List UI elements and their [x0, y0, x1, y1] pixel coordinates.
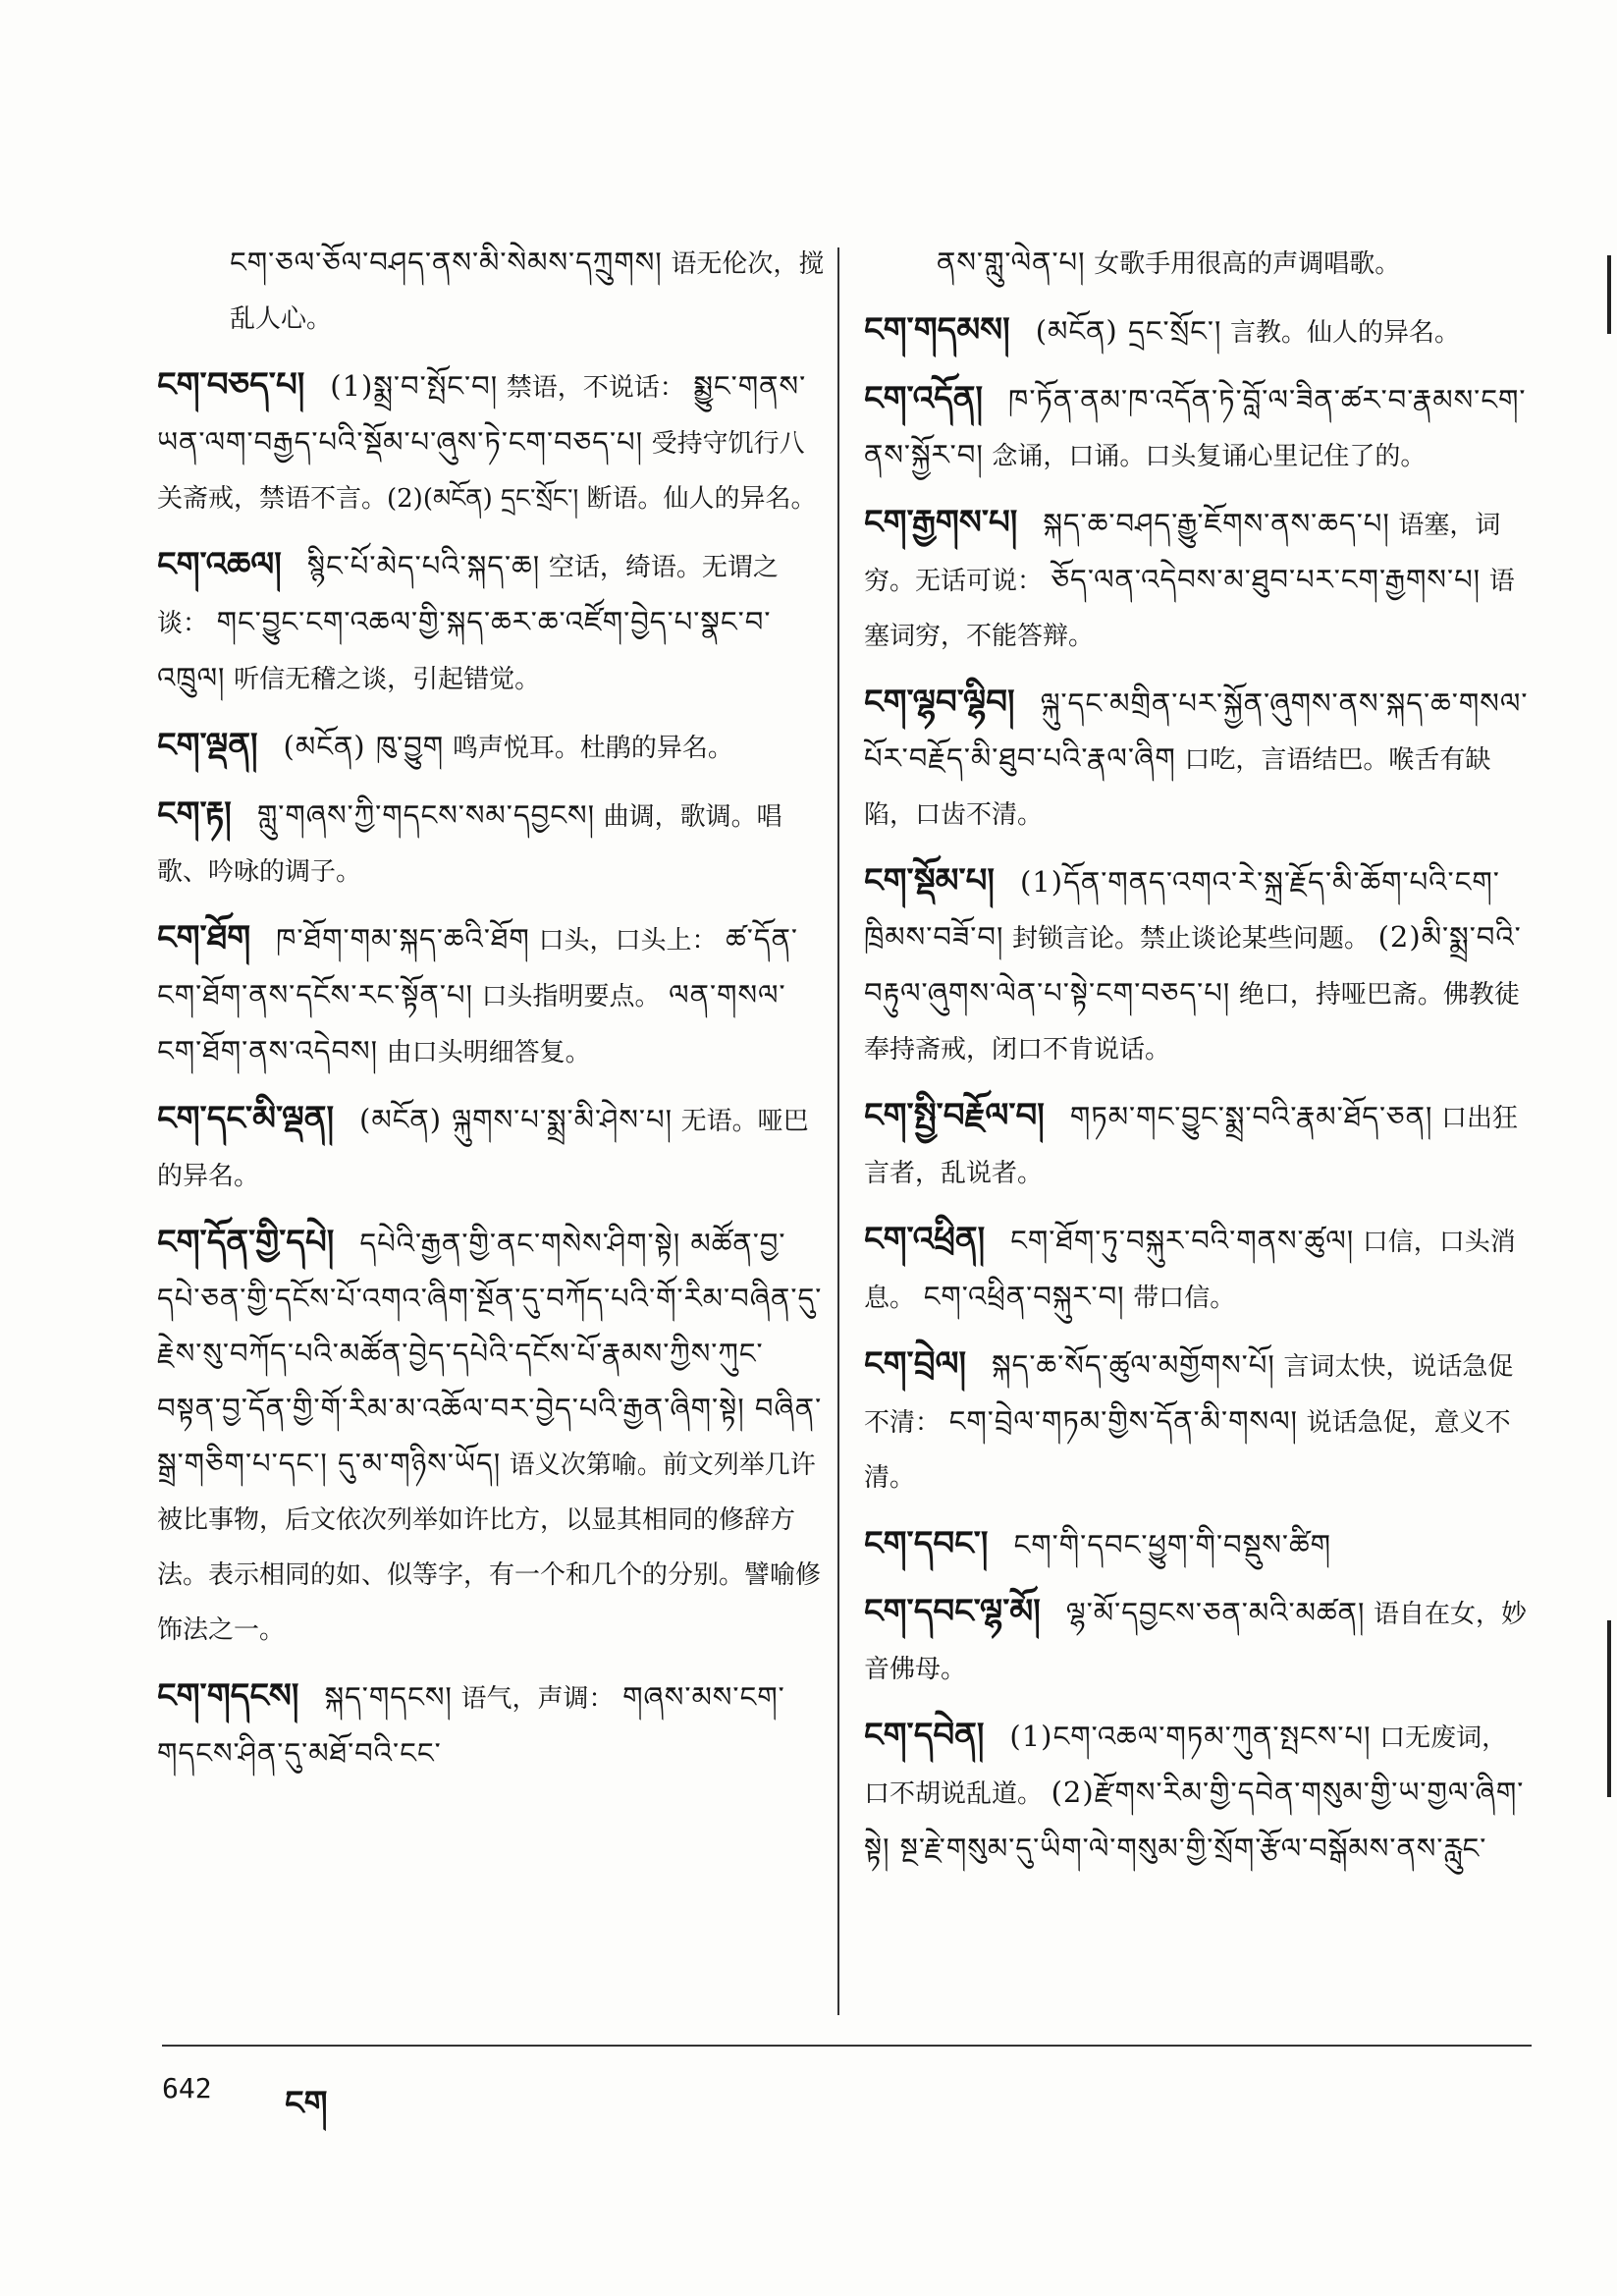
entry-chinese-definition: 言教。仙人的异名。: [1230, 318, 1461, 348]
entry-chinese-definition: 语塞，词穷。无话可说：: [864, 511, 1501, 596]
entry-headword: ངག་གདངས།: [157, 1676, 299, 1716]
entry-chinese-definition: 听信无稽之谈，引起错觉。: [234, 665, 541, 694]
entry-tibetan-definition: དཔེའི་རྒྱན་གྱི་ནང་གསེས་ཤིག་སྟེ། མཚོན་བྱ་དཔེ་ཅན་གྱི་དངོས་པོ་འགའ་ཞིག་སྔོན་དུ་བཀོད་པའི་གོ་རིམ་བཞིན་དུ་རྗེས་སུ་བཀོད་པའི་མཚོན་བྱེད་དཔེའི་དངོས་པོ་རྣམས་ཀྱིས་ཀུང་བསྟན་བྱ་དོན་གྱི་གོ་རིམ་མ་འཆོལ་བར་བྱེད་པའི་རྒྱན་ཞིག་སྟེ། བཞིན་སྒྲ་གཅིག་པ་དང་། དུ་མ་གཉིས་ཡོད།: [157, 1227, 823, 1480]
entry-headword: ངག་འདོན།: [864, 379, 984, 418]
dictionary-entry: [157, 236, 825, 347]
entry-tibetan-definition: ངག་འཕྲིན་བསྐུར་བ།: [923, 1280, 1125, 1313]
entry-chinese-definition: 语义次第喻。前文列举几许被比事物，后文依次列举如许比方，以显其相同的修辞方法。表示相同的如、似等字，有一个和几个的分别。譬喻修饰法之一。: [157, 1450, 822, 1645]
entry-tibetan-definition: སྐད་ཆ་སོད་ཚུལ་མགྱོགས་པོ།: [992, 1348, 1275, 1382]
entry-headword: ངག་གདམས།: [864, 310, 1010, 350]
left-column: [157, 236, 825, 1793]
entry-tibetan-definition: ནས་གླུ་ལེན་པ།: [937, 246, 1086, 279]
entry-chinese-definition: 口头指明要点。: [481, 982, 661, 1011]
entry-chinese-definition: 口无废词，口不胡说乱道。: [864, 1723, 1508, 1809]
dictionary-entry: [864, 854, 1532, 1077]
dictionary-entry: [157, 538, 825, 707]
entry-tibetan-definition: གླུ་གཞས་ཀྱི་གདངས་སམ་དབྱངས།: [256, 798, 596, 832]
dictionary-entry: [864, 236, 1532, 292]
entry-chinese-definition: 受持守饥行八关斋戒，禁语不言。(2)(མངོན) དྲང་སྲོང་། 断语。仙人的异名。: [157, 429, 817, 514]
dictionary-entry: [864, 1709, 1532, 1877]
entry-tibetan-definition: གཞས་མས་ངག་གདངས་ཤིན་དུ་མཐོ་བའི་ངང་: [157, 1680, 785, 1770]
dictionary-entry: [157, 1092, 825, 1204]
entry-tibetan-definition: (1)སྨྲ་བ་སྤོང་བ།: [330, 369, 499, 403]
entry-chinese-definition: 由口头明细答复。: [386, 1038, 591, 1067]
entry-chinese-definition: 口出狂言者，乱说者。: [864, 1104, 1518, 1188]
page-number: 642: [162, 2072, 212, 2105]
entry-tibetan-definition: གང་བྱུང་ངག་འཆལ་གྱི་སྐད་ཆར་ཆ་འཛོག་བྱེད་པ་སྣང་བ་འཁྲུལ།: [157, 605, 772, 694]
dictionary-entry: [864, 496, 1532, 664]
dictionary-entry: [864, 1089, 1532, 1201]
entry-headword: ངག་རྒྱགས་པ།: [864, 503, 1018, 542]
entry-tibetan-definition: ངག་གི་དབང་ཕྱུག་གི་བསྡུས་ཚིག: [1013, 1528, 1332, 1561]
entry-tibetan-definition: (2)རྫོགས་རིམ་གྱི་དབེན་གསུམ་གྱི་ཡ་གྱལ་ཞིག་སྟེ། སྔ་རྗེ་གསུམ་དུ་ཡིག་ལེ་གསུམ་གྱི་སྲོག་རྩོལ་བསྒོམས་ནས་རླུང་: [864, 1776, 1525, 1865]
entry-chinese-definition: 语无伦次，搅乱人心。: [230, 249, 825, 334]
running-head: ངག: [285, 2084, 328, 2123]
entry-tibetan-definition: ཁ་ཏོན་ནམ་ཁ་འདོན་ཏེ་བློ་ལ་ཟིན་ཚར་བ་རྣམས་ངག་ནས་སྐྱོར་བ།: [864, 383, 1527, 471]
entry-tibetan-definition: ངག་བྲེལ་གཏམ་གྱིས་དོན་མི་གསལ།: [948, 1404, 1298, 1438]
entry-chinese-definition: 口头，口头上：: [538, 926, 718, 956]
entry-tibetan-definition: (2)མི་སྨྲ་བའི་བརྟུལ་ཞུགས་ལེན་པ་སྟེ་ངག་བཅད་པ།: [864, 920, 1522, 1010]
entry-tibetan-definition: ལྐུ་དང་མགྲིན་པར་སྐྱོན་ཞུགས་ནས་སྐད་ཆ་གསལ་པོར་བརྗོད་མི་ཐུབ་པའི་རྣལ་ཞིག: [864, 686, 1529, 775]
entry-headword: ངག་ལྷབ་ལྷིབ།: [864, 683, 1015, 722]
entry-headword: ངག་ལྡན།: [157, 726, 258, 765]
entry-headword: ངག་དོན་གྱི་དཔེ།: [157, 1223, 335, 1262]
entry-tibetan-definition: ཚ་དོན་ངག་ཐོག་ནས་དངོས་རང་སྟོན་པ།: [157, 922, 799, 1011]
entry-tibetan-definition: ཁ་ཐོག་གམ་སྐད་ཆའི་ཐོག: [276, 922, 530, 956]
entry-headword: ངག་དང་མི་ལྡན།: [157, 1099, 334, 1138]
entry-tibetan-definition: སྐད་ཆ་བཤད་རྒྱུ་ཇོགས་ནས་ཆད་པ།: [1043, 507, 1390, 540]
right-column: [864, 236, 1532, 1888]
dictionary-entry: [157, 1669, 825, 1781]
entry-chinese-definition: 念诵，口诵。口头复诵心里记住了的。: [992, 442, 1427, 471]
entry-chinese-definition: 绝口，持哑巴斋。佛教徒奉持斋戒，闭口不肯说话。: [864, 980, 1520, 1065]
entry-chinese-definition: 语气，声调：: [460, 1684, 615, 1714]
dictionary-entry: [864, 1517, 1532, 1573]
entry-headword: ངག་བཅད་པ།: [157, 365, 305, 405]
entry-headword: ངག་ཐོག: [157, 918, 251, 957]
entry-chinese-definition: 带口信。: [1133, 1284, 1236, 1313]
entry-headword: ངག་རྟ།: [157, 794, 232, 834]
entry-tibetan-definition: (མངོན) ཁུ་བྱུག: [283, 730, 445, 763]
dictionary-entry: [157, 719, 825, 776]
entry-headword: ངག་བྲེལ།: [864, 1344, 967, 1384]
entry-headword: ངག་དབེན།: [864, 1716, 985, 1755]
entry-tibetan-definition: (མངོན) དྲང་སྲོང་།: [1035, 314, 1222, 348]
footer-rule: [162, 2045, 1532, 2047]
entry-tibetan-definition: ལན་གསལ་ངག་ཐོག་ནས་འདེབས།: [157, 978, 786, 1067]
dictionary-entry: [864, 1213, 1532, 1326]
entry-chinese-definition: 语塞词穷，不能答辩。: [864, 567, 1515, 651]
entry-tibetan-definition: (1)ངག་འཆལ་གཏམ་ཀུན་སྤངས་པ།: [1009, 1720, 1372, 1753]
entry-tibetan-definition: གཏམ་གང་བྱུང་སྨྲ་བའི་རྣམ་ཐོད་ཅན།: [1069, 1100, 1433, 1133]
dictionary-entry: [157, 1216, 825, 1658]
entry-headword: ངག་དབང་།: [864, 1524, 989, 1563]
entry-chinese-definition: 说话急促，意义不清。: [864, 1408, 1511, 1493]
entry-headword: ངག་འཕྲིན།: [864, 1220, 986, 1259]
entry-tibetan-definition: ལྷ་མོ་དབྱངས་ཅན་མའི་མཚན།: [1065, 1596, 1366, 1629]
dictionary-entry: [157, 788, 825, 900]
column-divider: [837, 247, 839, 2015]
dictionary-entry: [864, 676, 1532, 843]
entry-chinese-definition: 女歌手用很高的声调唱歌。: [1094, 249, 1401, 279]
entry-tibetan-definition: ངག་ཅལ་ཅོལ་བཤད་ནས་མི་སེམས་དཀྲུགས།: [230, 246, 663, 279]
entry-headword: ངག་སྤྱི་བརྗོལ་བ།: [864, 1096, 1045, 1135]
dictionary-entry: [864, 1338, 1532, 1505]
entry-chinese-definition: 语自在女，妙音佛母。: [864, 1600, 1527, 1684]
entry-chinese-definition: 禁语，不说话：: [506, 373, 685, 403]
scan-edge-mark: [1607, 255, 1611, 334]
entry-chinese-definition: 口信，口头消息。: [864, 1228, 1516, 1313]
dictionary-entry: [864, 372, 1532, 484]
entry-tibetan-definition: (1)དོན་གནད་འགའ་རེ་སྐྲ་རྗོད་མི་ཆོག་པའི་ངག་ཁྲིམས་བཟོ་བ།: [864, 865, 1500, 954]
entry-tibetan-definition: ཅོད་ལན་འདེབས་མ་ཐུབ་པར་ངག་རྒྱགས་པ།: [1051, 563, 1482, 596]
entry-chinese-definition: 空话，绮语。无谓之谈：: [157, 553, 779, 638]
entry-chinese-definition: 封锁言论。禁止谈论某些问题。: [1012, 924, 1371, 954]
entry-chinese-definition: 鸣声悦耳。杜鹃的异名。: [452, 734, 733, 763]
entry-tibetan-definition: སྨྱུང་གནས་ཡན་ལག་བརྒྱད་པའི་སྡོམ་པ་ཞུས་ཏེ་ངག་བཅད་པ།: [157, 369, 807, 459]
dictionary-entry: [157, 911, 825, 1080]
scan-edge-mark: [1607, 1620, 1611, 1797]
dictionary-entry: [157, 358, 825, 526]
entry-tibetan-definition: སྙིང་པོ་མེད་པའི་སྐད་ཆ།: [306, 549, 541, 582]
entry-chinese-definition: 无语。哑巴的异名。: [157, 1107, 809, 1191]
dictionary-entry: [864, 303, 1532, 360]
entry-chinese-definition: 曲调，歌调。唱歌、吟咏的调子。: [157, 802, 782, 887]
entry-tibetan-definition: (མངོན) ལྐུགས་པ་སྨྲ་མི་ཤེས་པ།: [359, 1103, 674, 1136]
entry-tibetan-definition: སྐད་གདངས།: [324, 1680, 453, 1714]
entry-chinese-definition: 口吃，言语结巴。喉舌有缺陷，口齿不清。: [864, 745, 1491, 830]
entry-tibetan-definition: ངག་ཐོག་ཏུ་བསྐུར་བའི་གནས་ཚུལ།: [1010, 1224, 1355, 1257]
dictionary-entry: [864, 1585, 1532, 1697]
entry-headword: ངག་འཆལ།: [157, 545, 282, 584]
entry-chinese-definition: 言词太快，说话急促不清：: [864, 1352, 1514, 1438]
entry-headword: ངག་དབང་ལྷ་མོ།: [864, 1592, 1041, 1631]
entry-headword: ངག་སྡོམ་པ།: [864, 861, 995, 901]
